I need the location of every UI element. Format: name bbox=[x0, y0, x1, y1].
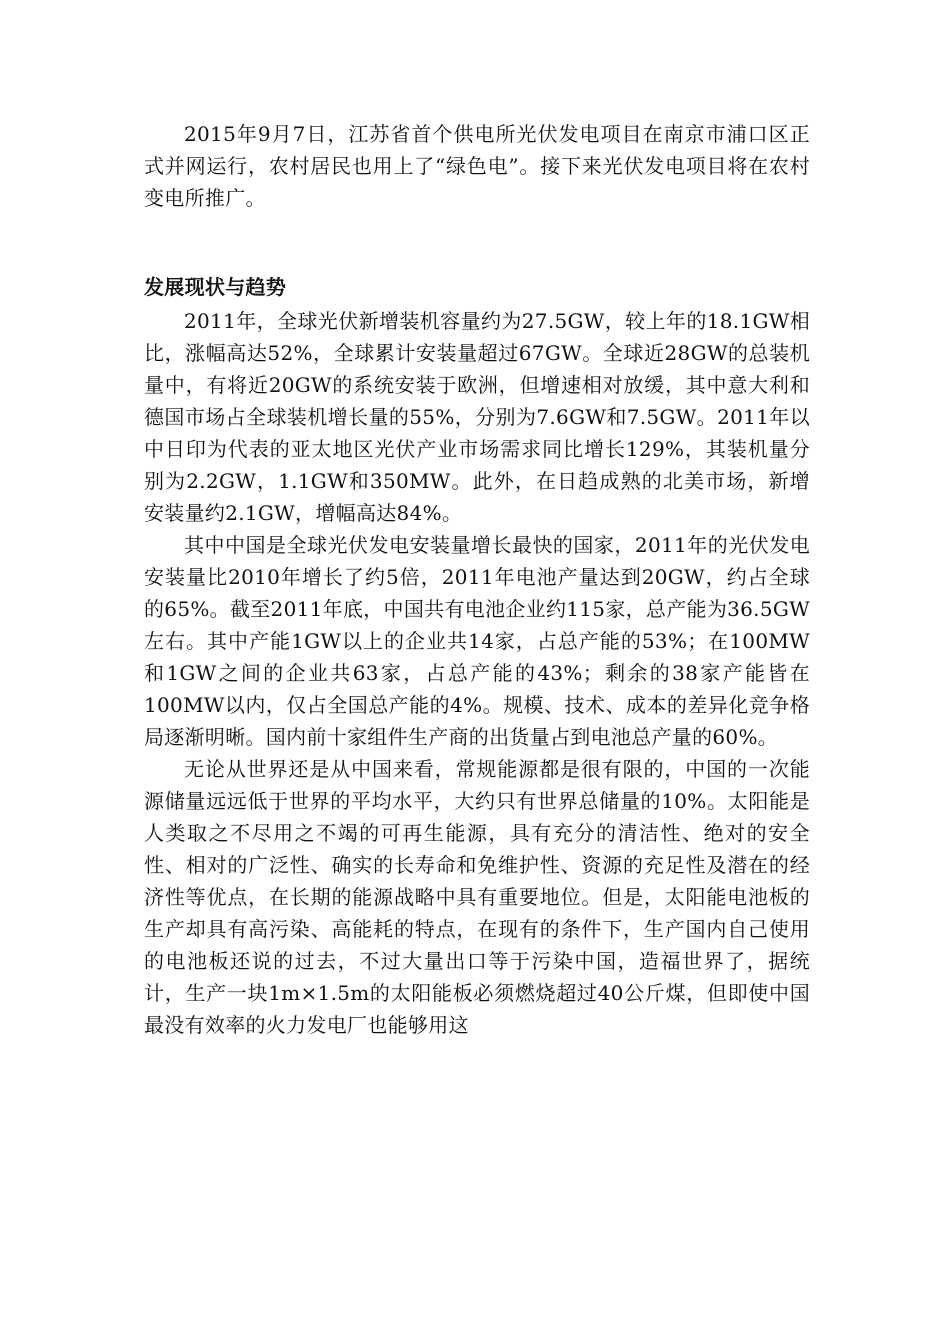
section-heading: 发展现状与趋势 bbox=[144, 275, 287, 299]
body-paragraph-2: 其中中国是全球光伏发电安装量增长最快的国家，2011年的光伏发电安装量比2010年增长了约5倍，2011年电池产量达到20GW，约占全球的65%。截至2011年底，中国共有电池企业约115家，总产能为36.5GW左右。其中产能1GW以上的企业共14家，占总产能的53%；在100MW和1GW之间的企业共63家，占总产能的43%；剩余的38家产能皆在100MW以内，仅占全国总产能的4%。规模、技术、成本的差异化竞争格局逐渐明晰。国内前十家组件生产商的出货量占到电池总产量的60%。 bbox=[144, 533, 810, 749]
body-paragraph-1: 2011年，全球光伏新增装机容量约为27.5GW，较上年的18.1GW相比，涨幅高达52%，全球累计安装量超过67GW。全球近28GW的总装机量中，有将近20GW的系统安装于欧洲，但增速相对放缓，其中意大利和德国市场占全球装机增长量的55%，分别为7.6GW和7.5GW。2011年以中日印为代表的亚太地区光伏产业市场需求同比增长129%，其装机量分别为2.2GW，1.1GW和350MW。此外，在日趋成熟的北美市场，新增安装量约2.1GW，增幅高达84%。 bbox=[144, 309, 810, 525]
body-paragraph-3: 无论从世界还是从中国来看，常规能源都是很有限的，中国的一次能源储量远远低于世界的平均水平，大约只有世界总储量的10%。太阳能是人类取之不尽用之不竭的可再生能源，具有充分的清洁性、绝对的安全性、相对的广泛性、确实的长寿命和免维护性、资源的充足性及潜在的经济性等优点，在长期的能源战略中具有重要地位。但是，太阳能电池板的生产却具有高污染、高能耗的特点，在现有的条件下，生产国内自己使用的电池板还说的过去，不过大量出口等于污染中国，造福世界了，据统计，生产一块1m×1.5m的太阳能板必须燃烧超过40公斤煤，但即使中国最没有效率的火力发电厂也能够用这 bbox=[144, 757, 810, 1037]
document-body bbox=[144, 118, 810, 1041]
intro-paragraph: 2015年9月7日，江苏省首个供电所光伏发电项目在南京市浦口区正式并网运行，农村居民也用上了“绿色电”。接下来光伏发电项目将在农村变电所推广。 bbox=[144, 122, 810, 210]
